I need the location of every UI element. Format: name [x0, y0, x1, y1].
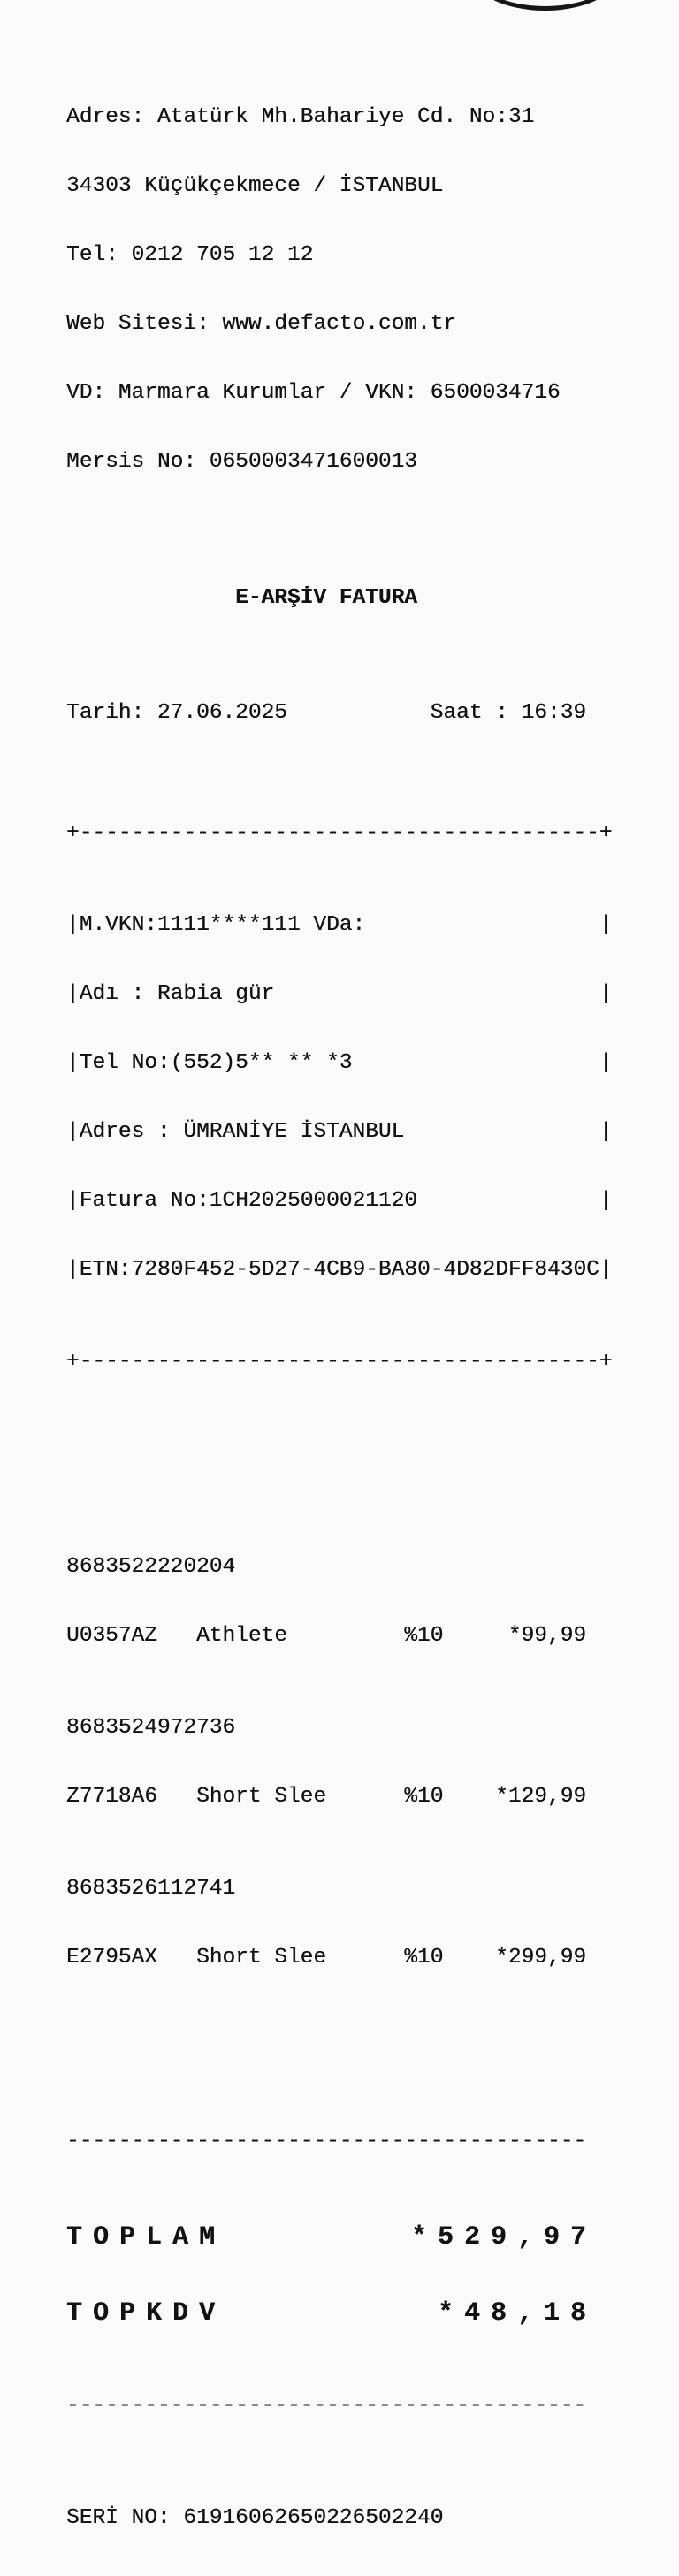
- box-right-bar: |: [599, 1258, 613, 1282]
- item-name: Athlete: [196, 1624, 287, 1648]
- total-value: *529,97: [410, 2222, 597, 2252]
- box-left-bar: |: [66, 1258, 80, 1282]
- box-left-bar: |: [66, 913, 80, 937]
- datetime-row: [66, 702, 586, 725]
- invoice-title: E-ARŞİV FATURA: [235, 586, 417, 610]
- customer-box-top-border: +----------------------------------------+: [66, 821, 613, 845]
- item-price: *299,99: [495, 1946, 587, 1970]
- item-vat-rate: %10: [404, 1946, 444, 1970]
- total-row: [66, 2222, 597, 2252]
- item-code: Z7718A6: [66, 1785, 157, 1809]
- total-label: TOPLAM: [66, 2222, 226, 2252]
- box-left-bar: |: [66, 982, 80, 1006]
- etn-line: | ETN:7280F452-5D27-4CB9-BA80-4D82DFF8430C |: [66, 1258, 613, 1282]
- customer-name-line: | Adı : Rabia gür |: [66, 982, 613, 1006]
- box-left-bar: |: [66, 1051, 80, 1075]
- box-left-bar: |: [66, 1189, 80, 1213]
- box-right-bar: |: [599, 913, 613, 937]
- total-vat-value: *48,18: [437, 2298, 597, 2328]
- item-name: Short Slee: [196, 1946, 327, 1970]
- merchant-phone-line: Tel: 0212 705 12 12: [66, 243, 314, 267]
- box-right-bar: |: [599, 1051, 613, 1075]
- separator-dashed: ----------------------------------------: [66, 2394, 587, 2418]
- box-left-bar: |: [66, 1120, 80, 1144]
- receipt-body: [66, 14, 650, 2576]
- box-right-bar: |: [599, 1189, 613, 1213]
- item-price: *99,99: [507, 1624, 587, 1648]
- customer-box-bottom-border: +----------------------------------------+: [66, 1350, 613, 1374]
- merchant-tax-office-line: VD: Marmara Kurumlar / VKN: 6500034716: [66, 381, 561, 405]
- item-row: [66, 1786, 586, 1809]
- item-barcode: 8683522220204: [66, 1555, 236, 1579]
- customer-address-line: | Adres : ÜMRANİYE İSTANBUL |: [66, 1120, 613, 1144]
- invoice-date: Tarih: 27.06.2025: [66, 701, 287, 725]
- item-name: Short Slee: [196, 1785, 327, 1809]
- merchant-website-line: Web Sitesi: www.defacto.com.tr: [66, 312, 457, 336]
- box-right-bar: |: [599, 982, 613, 1006]
- customer-vkn-line: | M.VKN:1111****111 VDa: |: [66, 913, 613, 937]
- serial-number-line: SERİ NO: 61916062650226502240: [66, 2506, 444, 2530]
- item-price: *129,99: [495, 1785, 587, 1809]
- item-vat-rate: %10: [404, 1624, 444, 1648]
- total-vat-row: [66, 2298, 597, 2328]
- item-barcode: 8683524972736: [66, 1716, 236, 1740]
- total-vat-label: TOPKDV: [66, 2298, 226, 2328]
- item-code: E2795AX: [66, 1946, 157, 1970]
- separator-dashed: ----------------------------------------: [66, 2130, 587, 2153]
- merchant-address-line2: 34303 Küçükçekmece / İSTANBUL: [66, 174, 444, 198]
- item-code: U0357AZ: [66, 1624, 157, 1648]
- invoice-time: Saat : 16:39: [430, 701, 587, 725]
- invoice-number-line: | Fatura No:1CH2025000021120 |: [66, 1189, 613, 1213]
- merchant-address-line1: Adres: Atatürk Mh.Bahariye Cd. No:31: [66, 105, 535, 129]
- box-right-bar: |: [599, 1120, 613, 1144]
- customer-phone-line: | Tel No:(552)5** ** *3 |: [66, 1051, 613, 1075]
- item-barcode: 8683526112741: [66, 1877, 236, 1901]
- merchant-mersis-line: Mersis No: 0650003471600013: [66, 450, 417, 474]
- item-vat-rate: %10: [404, 1785, 444, 1809]
- item-row: [66, 1625, 586, 1648]
- items-section: [66, 1487, 650, 2039]
- item-row: [66, 1947, 586, 1970]
- stamp-logo-partial-ellipse: [471, 0, 619, 11]
